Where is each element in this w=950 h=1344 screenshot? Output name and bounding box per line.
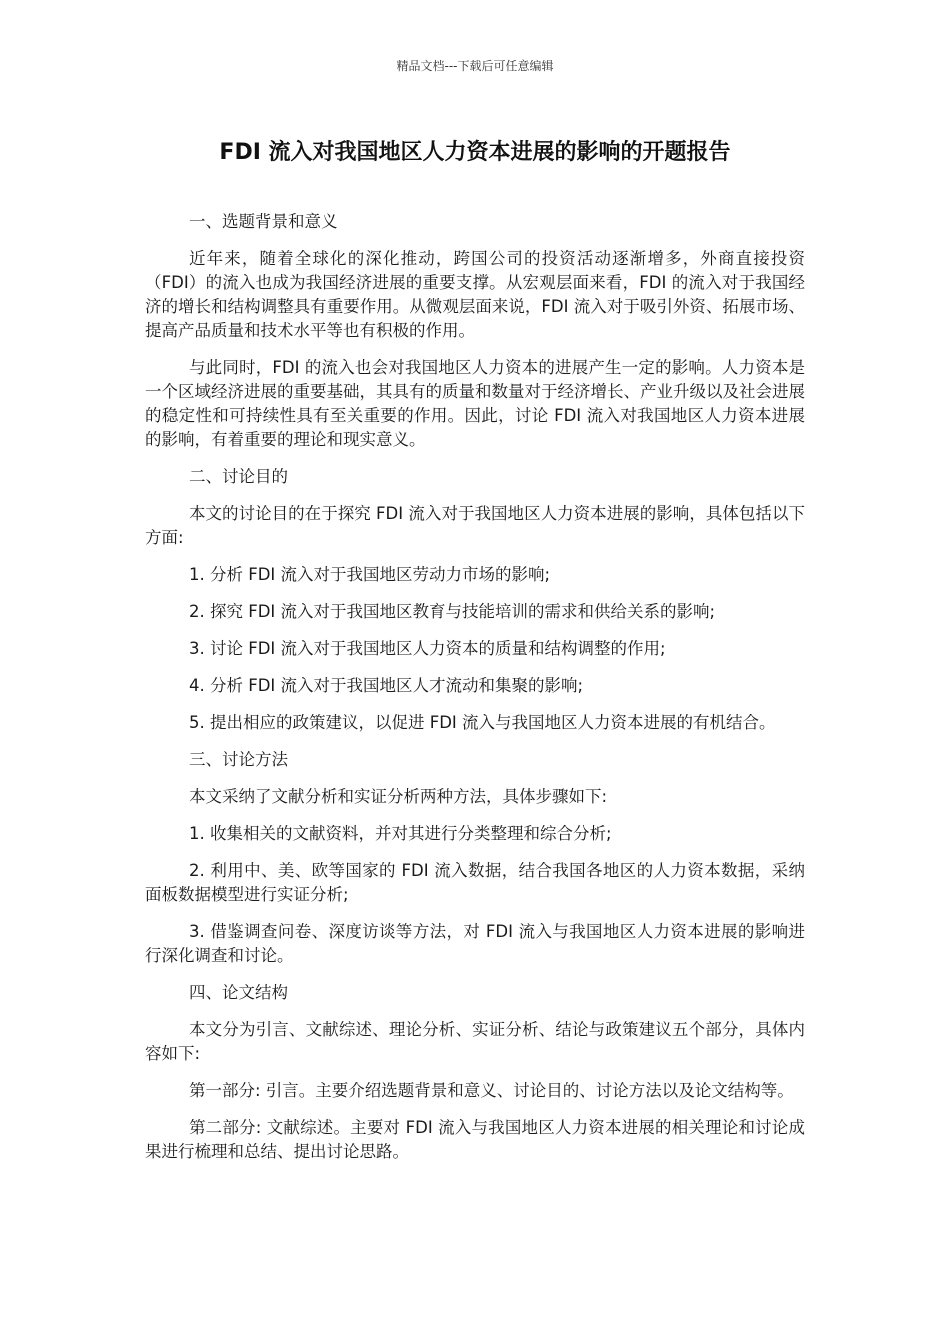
paragraph-structure-intro: 本文分为引言、文献综述、理论分析、实证分析、结论与政策建议五个部分，具体内容如下: [145, 1020, 805, 1063]
list-item-objective-1: 1. 分析 FDI 流入对于我国地区劳动力市场的影响; [189, 565, 551, 584]
list-item-objective-4: 4. 分析 FDI 流入对于我国地区人才流动和集聚的影响; [189, 676, 584, 695]
section-heading-background: 一、选题背景和意义 [189, 212, 338, 231]
list-item-objective-3: 3. 讨论 FDI 流入对于我国地区人力资本的质量和结构调整的作用; [189, 639, 666, 658]
paragraph-structure-part-1: 第一部分: 引言。主要介绍选题背景和意义、讨论目的、讨论方法以及论文结构等。 [189, 1081, 794, 1100]
list-item-objective-5: 5. 提出相应的政策建议，以促进 FDI 流入与我国地区人力资本进展的有机结合。 [189, 713, 776, 732]
paragraph-background-2: 与此同时，FDI 的流入也会对我国地区人力资本的进展产生一定的影响。人力资本是一个区域经济进展的重要基础，其具有的质量和数量对于经济增长、产业升级以及社会进展的稳定性和可持续性具有至关重要的作用。因此，讨论 FDI 流入对我国地区人力资本进展的影响，有着重要的理论和现实意义。 [145, 358, 805, 449]
list-item-method-1: 1. 收集相关的文献资料，并对其进行分类整理和综合分析; [189, 824, 612, 843]
list-item-objective-2: 2. 探究 FDI 流入对于我国地区教育与技能培训的需求和供给关系的影响; [189, 602, 716, 621]
document-title: FDI 流入对我国地区人力资本进展的影响的开题报告 [219, 140, 731, 165]
section-heading-methods: 三、讨论方法 [189, 750, 288, 769]
paragraph-methods-intro: 本文采纳了文献分析和实证分析两种方法，具体步骤如下: [189, 787, 608, 806]
paragraph-background-1: 近年来，随着全球化的深化推动，跨国公司的投资活动逐渐增多，外商直接投资（FDI）的流入也成为我国经济进展的重要支撑。从宏观层面来看，FDI 的流入对于我国经济的增长和结构调整具有重要作用。从微观层面来说，FDI 流入对于吸引外资、拓展市场、提高产品质量和技术水平等也有积极的作用。 [145, 249, 805, 340]
list-item-method-3: 3. 借鉴调查问卷、深度访谈等方法，对 FDI 流入与我国地区人力资本进展的影响进行深化调查和讨论。 [145, 922, 805, 965]
page-header-note: 精品文档---下载后可任意编辑 [396, 59, 554, 73]
paragraph-objectives-intro: 本文的讨论目的在于探究 FDI 流入对于我国地区人力资本进展的影响，具体包括以下方面: [145, 504, 805, 547]
paragraph-structure-part-2: 第二部分: 文献综述。主要对 FDI 流入与我国地区人力资本进展的相关理论和讨论成果进行梳理和总结、提出讨论思路。 [145, 1118, 805, 1161]
list-item-method-2: 2. 利用中、美、欧等国家的 FDI 流入数据，结合我国各地区的人力资本数据，采纳面板数据模型进行实证分析; [145, 861, 805, 904]
document-body [145, 210, 805, 1177]
section-heading-structure: 四、论文结构 [189, 983, 288, 1002]
section-heading-objectives: 二、讨论目的 [189, 467, 288, 486]
